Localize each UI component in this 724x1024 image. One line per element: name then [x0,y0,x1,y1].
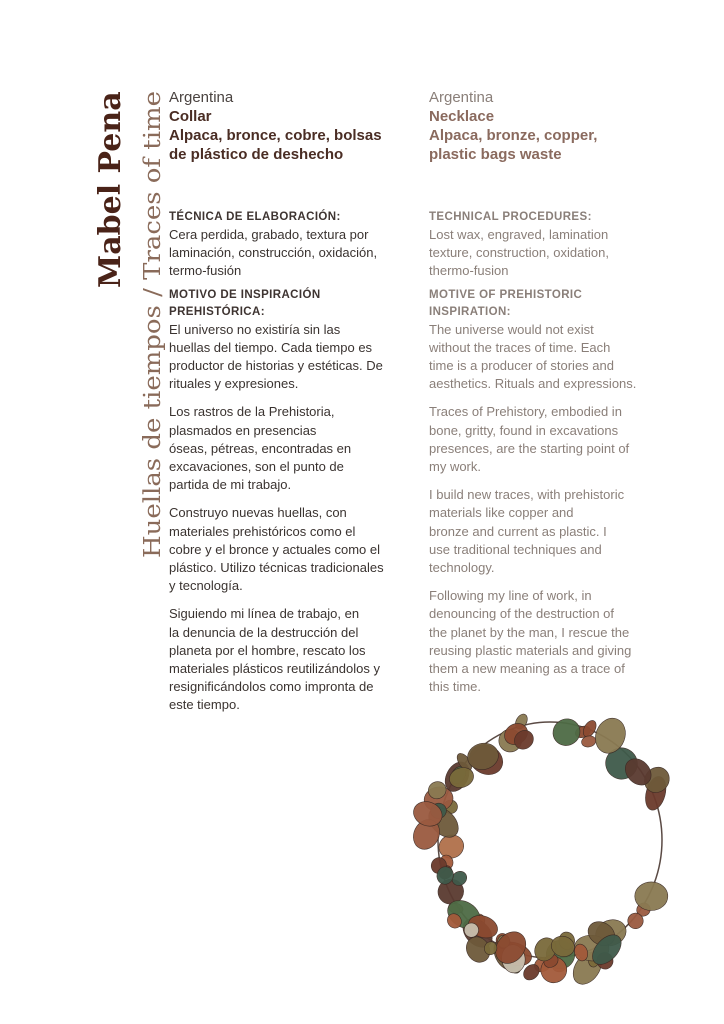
p3-es-line: plástico. Utilizo técnicas tradicionales [169,560,384,576]
p3-en-line: materials like copper and [429,505,574,521]
p4-es-line: resignificándolos como impronta de [169,679,374,695]
p2-es-line: óseas, pétreas, encontradas en [169,440,352,456]
p2-es-line: Los rastros de la Prehistoria, [169,404,335,420]
piece-es: Collar [169,108,212,125]
p2-en-line: presences, are the starting point of [429,440,630,456]
technique-line-es: Cera perdida, grabado, textura por [169,227,369,242]
p4-en-line: Following my line of work, in [429,588,592,604]
p1-en-line: time is a producer of stories and [429,358,614,374]
spanish-column [169,88,413,715]
technique-line-es: laminación, construcción, oxidación, [169,245,378,261]
p4-es-line: este tiempo. [169,697,240,713]
p4-en-line: this time. [429,679,482,695]
p1-en-line: The universe would not exist [429,321,594,337]
english-column [429,88,673,696]
technique-line-en: Lost wax, engraved, lamination [429,227,609,242]
p3-en-line: technology. [429,560,495,576]
technique-line-en: texture, construction, oxidation, [429,245,609,261]
technique-line-en: thermo-fusion [429,263,509,279]
p3-en-line: I build new traces, with prehistoric [429,487,625,503]
p3-es-line: y tecnología. [169,578,243,594]
p3-es-line: cobre y el bronce y actuales como el [169,541,380,557]
artist-name: Mabel Pena [93,91,128,288]
motive-heading-en-2: INSPIRATION: [429,305,511,318]
artist-subtitle: Huellas de tiempos / Traces of time [140,144,166,558]
necklace-illustration [405,690,695,1005]
p1-es-line: rituales y expresiones. [169,376,299,392]
materials-es-2: de plástico de deshecho [169,146,344,163]
p4-en-line: the planet by the man, I rescue the [429,624,630,640]
p4-en-line: them a new meaning as a trace of [429,661,625,677]
p3-es-line: materiales prehistóricos como el [169,523,356,539]
p3-es-line: Construyo nuevas huellas, con [169,505,347,521]
technique-heading-es: TÉCNICA DE ELABORACIÓN: [169,211,341,223]
p2-en-line: my work. [429,459,481,475]
p4-en-line: reusing plastic materials and giving [429,642,632,658]
p1-es-line: productor de historias y estéticas. De [169,358,383,374]
technique-line-es: termo-fusión [169,263,242,279]
p1-es-line: El universo no existiría sin las [169,321,341,337]
materials-en-2: plastic bags waste [429,146,562,163]
p4-es-line: Siguiendo mi línea de trabajo, en [169,606,360,622]
p2-es-line: partida de mi trabajo. [169,477,292,493]
materials-en-1: Alpaca, bronze, copper, [429,127,598,144]
p2-es-line: excavaciones, son el punto de [169,459,344,475]
motive-heading-en-1: MOTIVE OF PREHISTORIC [429,288,583,301]
country-en: Argentina [429,89,494,106]
p4-en-line: denouncing of the destruction of [429,606,615,622]
materials-es-1: Alpaca, bronce, cobre, bolsas [169,127,382,144]
p4-es-line: materiales plásticos reutilizándolos y [169,661,380,677]
p1-en-line: aesthetics. Rituals and expressions. [429,376,637,392]
country-es: Argentina [169,89,234,106]
p4-es-line: planeta por el hombre, rescato los [169,642,366,658]
motive-heading-es-1: MOTIVO DE INSPIRACIÓN [169,288,321,301]
p1-es-line: huellas del tiempo. Cada tiempo es [169,339,373,355]
vertical-title [42,88,166,568]
p1-en-line: without the traces of time. Each [429,339,611,355]
piece-en: Necklace [429,108,495,125]
necklace-disc [548,713,586,750]
p2-en-line: Traces of Prehistory, embodied in [429,404,622,420]
technique-heading-en: TECHNICAL PROCEDURES: [429,211,592,223]
motive-heading-es-2: PREHISTÓRICA: [169,305,265,318]
necklace-image [405,690,695,1005]
p3-en-line: use traditional techniques and [429,541,602,557]
p3-en-line: bronze and current as plastic. I [429,523,607,539]
necklace-disc [635,882,668,911]
p4-es-line: la denuncia de la destrucción del [169,624,359,640]
vertical-title-svg [42,88,166,568]
p2-en-line: bone, gritty, found in excavations [429,422,619,438]
p2-es-line: plasmados en presencias [169,422,317,438]
